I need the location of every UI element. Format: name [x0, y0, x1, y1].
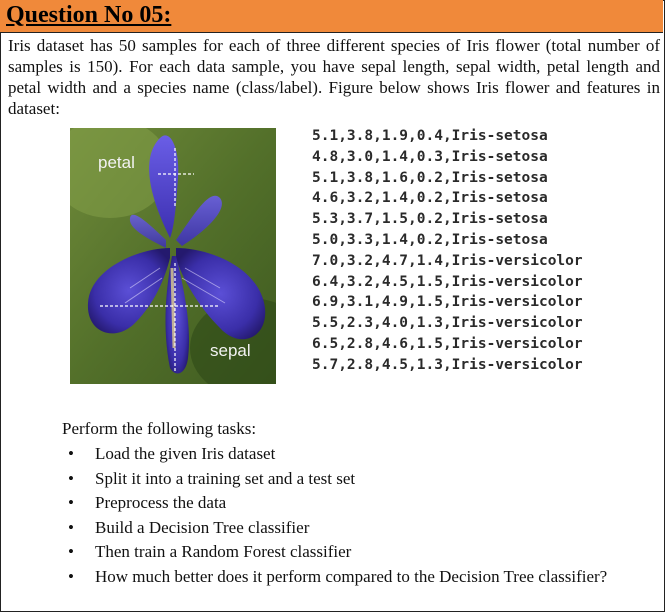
petal-label: petal [98, 153, 135, 172]
csv-row: 7.0,3.2,4.7,1.4,Iris-versicolor [312, 252, 583, 269]
task-text: Preprocess the data [95, 493, 227, 512]
task-text: Then train a Random Forest classifier [95, 542, 352, 561]
iris-csv-sample [312, 126, 583, 376]
question-intro-text: Iris dataset has 50 samples for each of three different species of Iris flower (total number of samples is 150). For each data sample, you have sepal length, sepal width, petal length and petal width and a species name (class/label). Figure below shows Iris flower and features in dataset: [8, 36, 660, 118]
list-item [62, 540, 622, 565]
task-text: Build a Decision Tree classifier [95, 517, 310, 537]
bullet-icon: • [68, 542, 74, 561]
question-header [0, 0, 663, 33]
csv-row: 5.5,2.3,4.0,1.3,Iris-versicolor [312, 315, 583, 332]
iris-flower-image [70, 128, 276, 384]
csv-row: 6.4,3.2,4.5,1.5,Iris-versicolor [312, 273, 583, 290]
question-title: Question No 05: [6, 2, 172, 28]
iris-flower-illustration [70, 128, 276, 384]
list-item [62, 491, 622, 516]
task-text: Split it into a training set and a test set [95, 468, 356, 488]
tasks-intro: Perform the following tasks: [62, 419, 257, 438]
csv-row: 4.8,3.0,1.4,0.3,Iris-setosa [312, 148, 548, 165]
list-item [62, 442, 622, 467]
bullet-icon: • [68, 444, 74, 463]
csv-row: 6.5,2.8,4.6,1.5,Iris-versicolor [312, 335, 583, 352]
task-list [62, 442, 622, 589]
csv-row: 5.7,2.8,4.5,1.3,Iris-versicolor [312, 356, 583, 373]
task-text: How much better does it perform compared to the Decision Tree classifier? [95, 566, 608, 586]
bullet-icon: • [68, 517, 74, 537]
list-item [62, 467, 622, 492]
csv-row: 5.0,3.3,1.4,0.2,Iris-setosa [312, 231, 548, 248]
bullet-icon: • [68, 468, 74, 488]
list-item [62, 516, 622, 541]
bullet-icon: • [68, 493, 74, 512]
csv-row: 5.1,3.8,1.9,0.4,Iris-setosa [312, 128, 548, 144]
csv-row: 5.3,3.7,1.5,0.2,Iris-setosa [312, 211, 548, 228]
task-text: Load the given Iris dataset [95, 444, 276, 463]
csv-row: 4.6,3.2,1.4,0.2,Iris-setosa [312, 190, 548, 207]
list-item [62, 565, 622, 590]
bullet-icon: • [68, 566, 74, 586]
csv-row: 5.1,3.8,1.6,0.2,Iris-setosa [312, 169, 548, 186]
csv-row: 6.9,3.1,4.9,1.5,Iris-versicolor [312, 294, 583, 311]
sepal-label: sepal [210, 341, 251, 360]
